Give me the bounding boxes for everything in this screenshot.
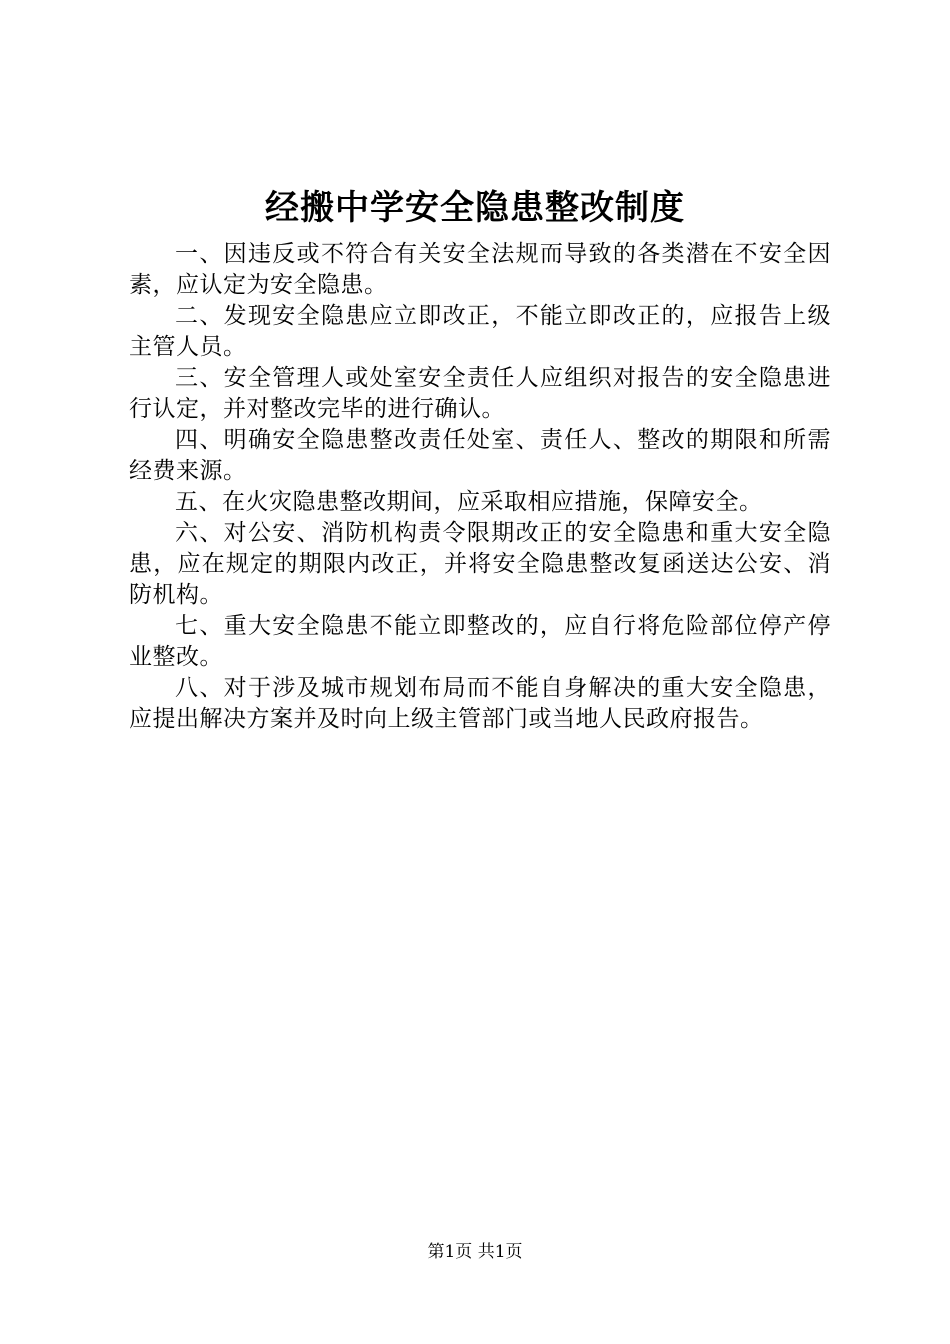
paragraph-4: 四、明确安全隐患整改责任处室、责任人、整改的期限和所需经费来源。 (129, 427, 831, 484)
document-title: 经搬中学安全隐患整改制度 (265, 188, 685, 228)
paragraph-7: 七、重大安全隐患不能立即整改的，应自行将危险部位停产停业整改。 (129, 613, 831, 670)
document-body (129, 239, 831, 735)
paragraph-8: 八、对于涉及城市规划布局而不能自身解决的重大安全隐患，应提出解决方案并及时向上级主管部门或当地人民政府报告。 (129, 675, 831, 732)
paragraph-2: 二、发现安全隐患应立即改正，不能立即改正的，应报告上级主管人员。 (129, 303, 831, 360)
page-number-footer: 第1页 共1页 (427, 1242, 523, 1262)
paragraph-5: 五、在火灾隐患整改期间，应采取相应措施，保障安全。 (175, 489, 763, 515)
paragraph-3: 三、安全管理人或处室安全责任人应组织对报告的安全隐患进行认定，并对整改完毕的进行确认。 (129, 365, 831, 422)
paragraph-1: 一、因违反或不符合有关安全法规而导致的各类潜在不安全因素，应认定为安全隐患。 (129, 241, 831, 298)
paragraph-6: 六、对公安、消防机构责令限期改正的安全隐患和重大安全隐患，应在规定的期限内改正，并将安全隐患整改复函送达公安、消防机构。 (129, 520, 831, 608)
